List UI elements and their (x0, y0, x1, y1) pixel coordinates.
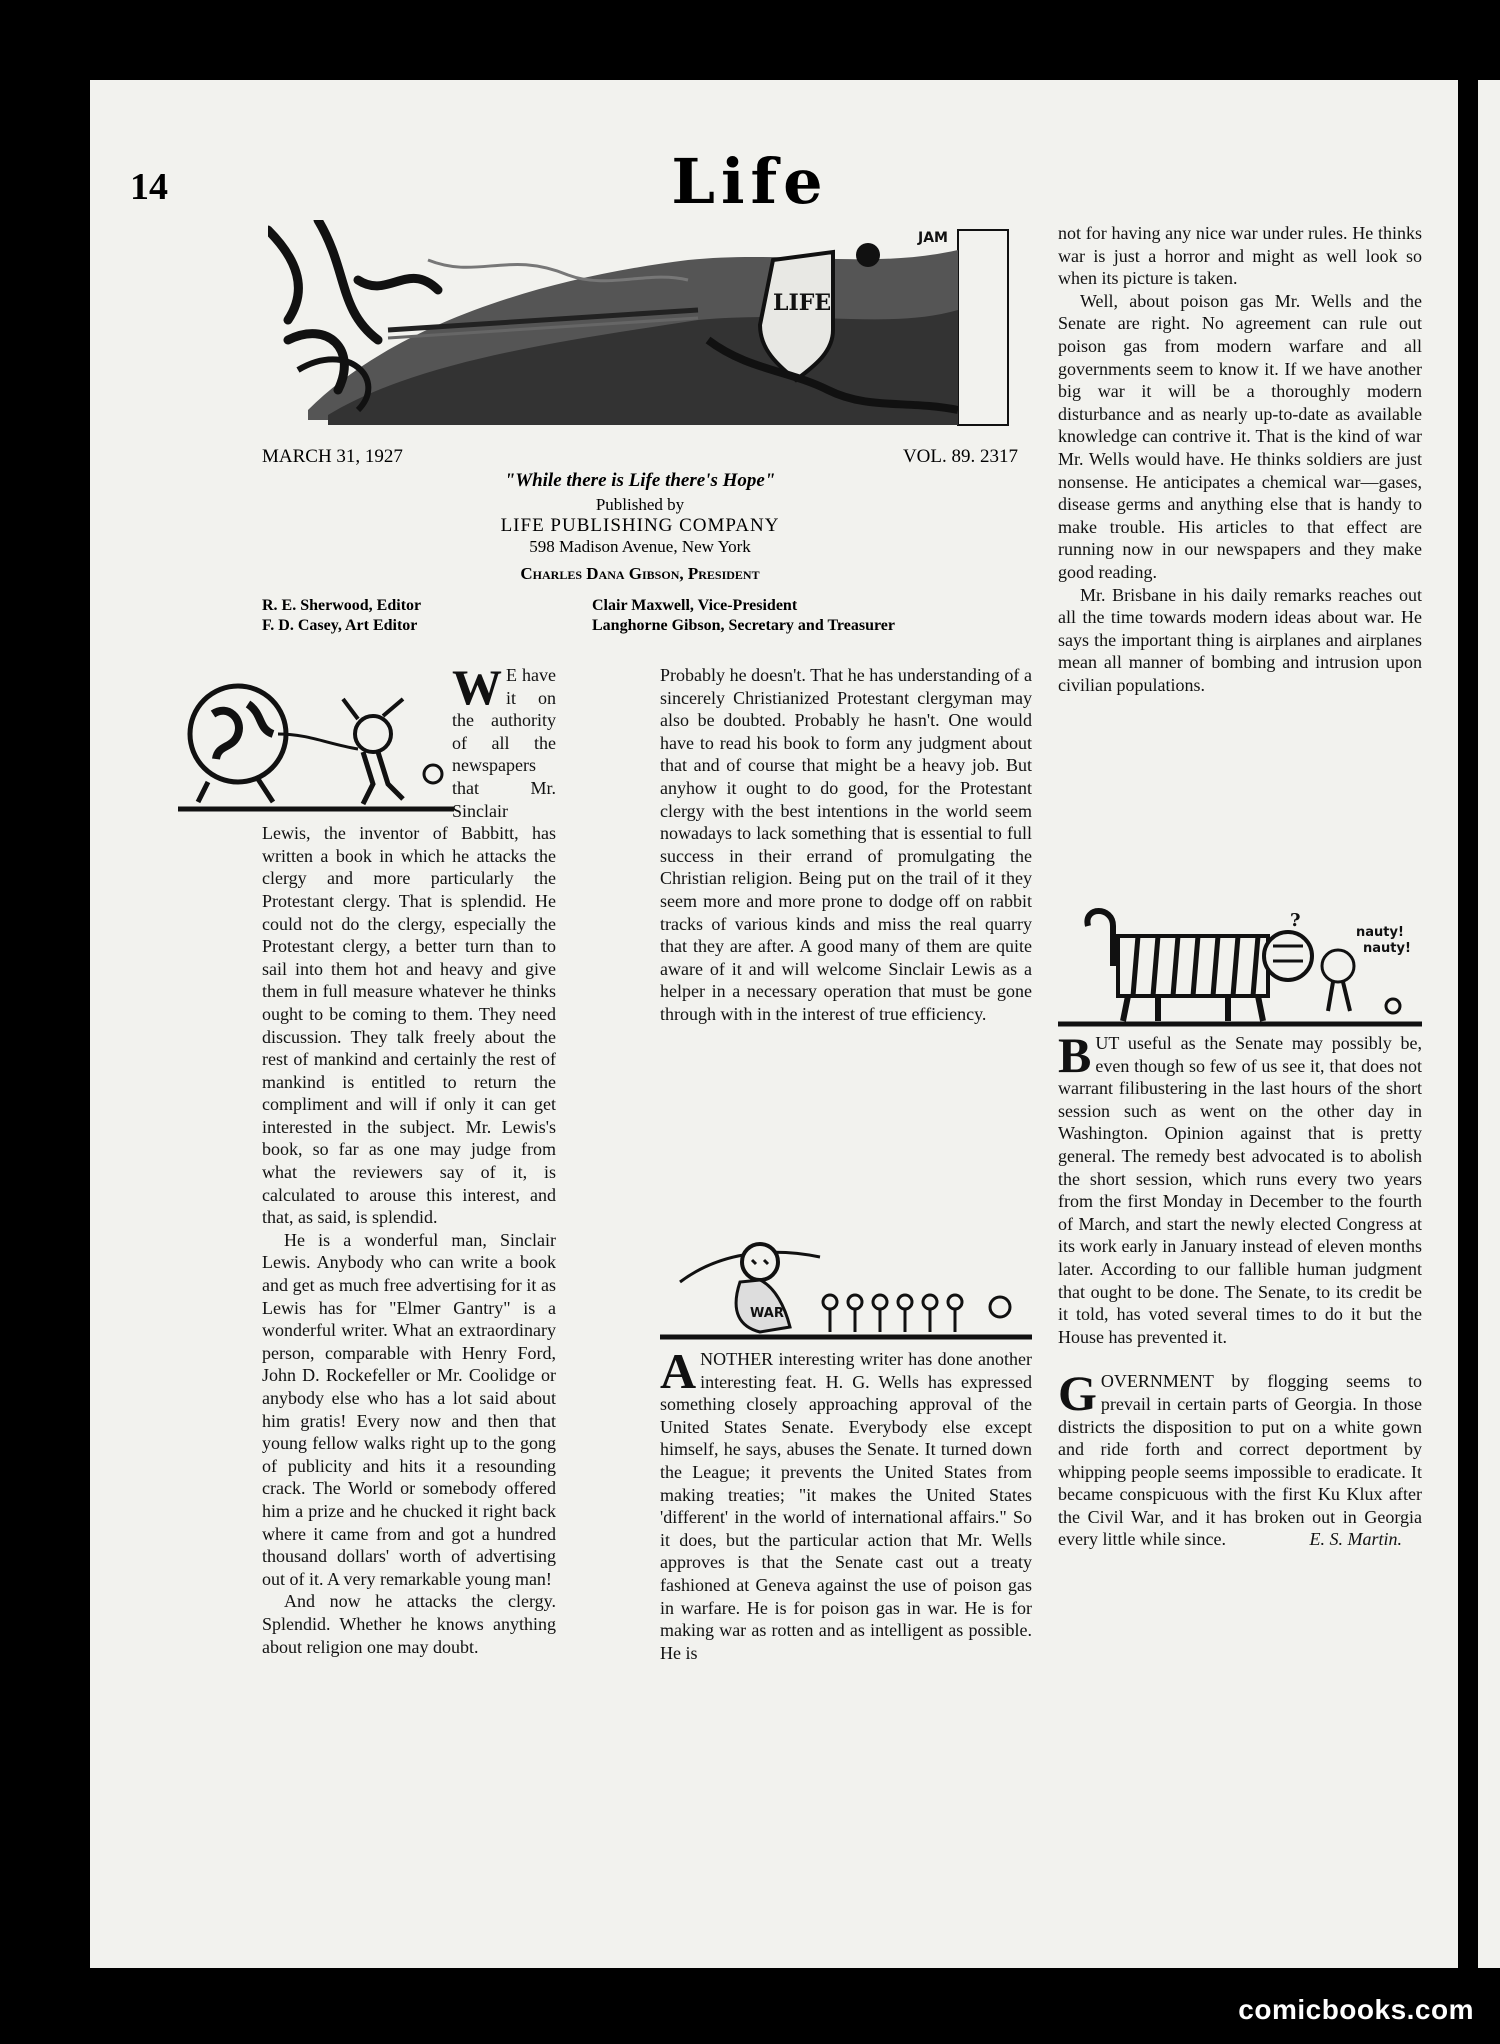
banner-signature: JAM (918, 230, 948, 246)
art-editor-credit: F. D. Casey, Art Editor (262, 617, 418, 634)
editor-credit: R. E. Sherwood, Editor (262, 597, 422, 614)
paragraph: And now he attacks the clergy. Splendid. Whether he knows anything about religion one may doubt. (262, 1591, 556, 1657)
tiger-caption-1: nauty! (1356, 925, 1404, 940)
page-number: 14 (130, 166, 168, 208)
tiger-illustration (1058, 906, 1422, 1028)
staff-left (262, 596, 421, 636)
imprint-block (262, 468, 1018, 584)
adjacent-page-edge (1478, 80, 1500, 1968)
paragraph: Probably he doesn't. That he has understanding of a sincerely Christianized Protestant clergyman may also be doubted. Probably he hasn't. One would have to read his book to form any judgment about that and of course that might be a heavy job. But anyhow it ought to do good, for the Protestant clergy with the best intentions in the world seem nowadays to lack something that is essential to full success in their errand of promulgating the Christian religion. Being put on the trail of it they seem more and more prone to dodge off on rabbit tracks of various kinds and miss the real quarry that they are after. A good many of them are quite aware of it and will welcome Sinclair Lewis as a helper in a necessary operation that must be gone through with in the interest of true efficiency. (660, 665, 1032, 1024)
war-skeleton-illustration (660, 1232, 1032, 1342)
article-column-3-top (1058, 222, 1422, 696)
shield-text: LIFE (773, 290, 832, 316)
staff-right (592, 596, 895, 636)
article-column-3-bottom (1058, 1027, 1422, 1551)
paragraph: GOVERNMENT by flogging seems to prevail in certain parts of Georgia. In those districts the disposition to put on a white gown and ride forth and correct deportment by whipping people seems impossible to eradicate. It became conspicuous with the first Ku Klux after the Civil War, and it has broken out in Georgia every little while since. E. S. Martin. (1058, 1365, 1422, 1550)
masthead-title: Life (671, 145, 829, 218)
published-by: Published by (595, 495, 685, 514)
drop-cap: G (1058, 1365, 1097, 1422)
publisher-name: LIFE PUBLISHING COMPANY (500, 515, 780, 536)
war-label: WAR (750, 1306, 784, 1321)
author-signature: E. S. Martin. (1309, 1529, 1402, 1550)
article-column-1 (262, 659, 556, 1658)
drop-cap: W (452, 659, 502, 715)
vice-president-credit: Clair Maxwell, Vice-President (592, 597, 798, 614)
issue-date: MARCH 31, 1927 (262, 446, 403, 467)
motto: "While there is Life there's Hope" (504, 470, 776, 491)
article-column-2-top (660, 664, 1032, 1026)
paragraph: Mr. Brisbane in his daily remarks reaches out all the time towards modern ideas about war. He says the important thing is airplanes and airplanes mean all manner of bombing and intrusion upon civilian populations. (1058, 584, 1422, 695)
drop-cap: B (1058, 1027, 1092, 1083)
watermark: comicbooks.com (1238, 1994, 1474, 2025)
paragraph: Well, about poison gas Mr. Wells and the Senate are right. No agreement can rule out poison gas from modern warfare and all governments seem to know it. If we have another big war it will be a thoroughly modern disturbance and as nearly up-to-date as available knowledge can contrive it. That is the kind of war Mr. Wells would have. He thinks soldiers are just nonsense. He anticipates a chemical war—gases, disease germs and anything else that is handy to make trouble. His articles to that effect are running now in our newspapers and they make good reading. (1058, 290, 1422, 582)
tiger-caption-2: nauty! (1363, 941, 1411, 956)
paragraph: ANOTHER interesting writer has done another interesting feat. H. G. Wells has expressed something closely approaching approval of the United States Senate. Everybody else except himself, he says, abuses the Senate. It turned down the League; it prevents the United States from making treaties; "it makes the United States 'different' in the world of international affairs." So it does, but the particular action that Mr. Wells approves is that the Senate cast out a treaty fashioned at Geneva against the use of poison gas in warfare. He is for poison gas in war. He is for making war as rotten and as intelligent as possible. He is (660, 1343, 1032, 1663)
paragraph: He is a wonderful man, Sinclair Lewis. Anybody who can write a book and get as much free advertising for it as Lewis has for "Elmer Gantry" is a wonderful writer. What an extraordinary person, comparable with Henry Ford, John D. Rockefeller or Mr. Coolidge or anybody else who has a lot said about him gratis! Every now and then that young fellow walks right up to the gong of publicity and hits it a resounding crack. The World or somebody offered him a prize and he chucked it right back where it came from and got a hundred thousand dollars' worth of advertising out of it. A very remarkable young man! (262, 1229, 556, 1589)
drop-cap: A (660, 1343, 697, 1399)
secretary-credit: Langhorne Gibson, Secretary and Treasurer (592, 617, 895, 634)
paragraph: BUT useful as the Senate may possibly be, even though so few of us see it, that does not warrant filibustering in the last hours of the short session such as went on the other day in Washington. Opinion against that is pretty general. The remedy best advocated is to abolish the short session, which runs every two years from the first Monday in December to the fourth of March, and start the newly elected Congress at its work early in January instead of eleven months later. According to our fallible human judgment that ought to be done. The Senate, to its credit be it told, has voted several times to do it but the House has prevented it. (1058, 1027, 1422, 1347)
illustration-spacer (262, 664, 452, 814)
president-credit: Charles Dana Gibson, President (520, 564, 760, 583)
issue-volume: VOL. 89. 2317 (902, 446, 1018, 467)
publisher-address: 598 Madison Avenue, New York (529, 537, 751, 556)
article-column-2-bottom (660, 1343, 1032, 1664)
paragraph: not for having any nice war under rules. He thinks war is just a horror and might as well look so when its picture is taken. (1058, 223, 1422, 289)
tiger-question-mark: ? (1290, 910, 1301, 931)
banner-illustration (268, 220, 1014, 430)
paragraph: W E have it on the authority of all the newspapers that Mr. Sinclair Lewis, the inventor of Babbitt, has written a book in which he attacks the clergy and more particularly the Protestant clergy. That is splendid. He could not do the clergy, especially the Protestant clergy, a better turn than to sail into them hot and heavy and give them in full measure whatever he thinks ought to be coming to them. They need discussion. They talk freely about the rest of mankind and certainly the rest of mankind is entitled to return the compliment and will if only it can get interested in the subject. Mr. Lewis's book, so far as one may judge from what the reviewers say of it, is calculated to arouse this interest, and that, as said, is splendid. (262, 659, 556, 1228)
